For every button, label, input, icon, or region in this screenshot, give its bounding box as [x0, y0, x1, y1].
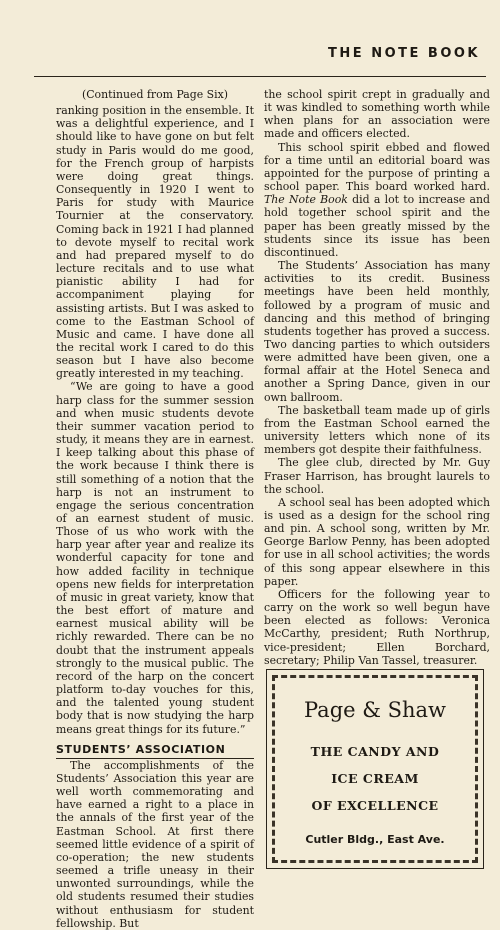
- paragraph: The Students’ Association has many activities to its credit. Business meetings have been held monthly, followed by a program of music and dancing and this method of bringing students together has proved a success. Two dancing parties to which outsiders were admitted have been given, one a formal affair at the Hotel Seneca and another a Spring Dance, given in our own ballroom.: [264, 259, 490, 404]
- right-column: [264, 88, 490, 667]
- paragraph-text: This school spirit ebbed and flowed for a time until an editorial board was appointed for the purpose of printing a school paper. This board worked hard.: [264, 140, 490, 194]
- ad-address: Cutler Bldg., East Ave.: [305, 833, 445, 846]
- publication-title: The Note Book: [264, 193, 348, 207]
- left-column: [56, 88, 254, 930]
- paragraph: The basketball team made up of girls from the Eastman School earned the university letters which none of its members got despite their faithfulness.: [264, 403, 490, 457]
- paragraph: “We are going to have a good harp class for the summer session and when music students devote their summer vacation period to study, it means they are in earnest. I keep talking about this phase of the work because I think there is still something of a notion that the harp is not an instrument to engage the serious concentration of an earnest student of music. Those of us who work with the harp year after year and realize its wonderful capacity for tone and how added facility in technique opens new fields for interpretation of music in great variety, know that the best effort of mature and earnest musical ability will be richly rewarded. There can be no doubt that the instrument appeals strongly to the musical public. The record of the harp on the concert platform to-day vouches for this, and the talented young student body that is now studying the harp means great things for its future.”: [56, 380, 254, 736]
- paragraph: the school spirit crept in gradually and it was kindled to something worth while when plans for an association were made and officers elected.: [264, 88, 490, 141]
- ad-tagline: THE CANDY AND: [310, 744, 440, 759]
- page-header: THE NOTE BOOK: [328, 46, 480, 61]
- ad-tagline: ICE CREAM: [331, 771, 419, 786]
- paragraph: Officers for the following year to carry on the work so well begun have been elected as follows: Veronica McCarthy, president; Ruth Northrup, vice-president; Ellen Borchard, secretary; Philip Van Tassel, treasurer.: [264, 587, 490, 667]
- ad-company-name: Page & Shaw: [303, 698, 447, 722]
- ad-tagline: OF EXCELLENCE: [311, 798, 439, 813]
- paragraph: [264, 141, 490, 259]
- ad-border: [272, 675, 478, 863]
- advertisement-box: [266, 669, 484, 869]
- paragraph: The glee club, directed by Mr. Guy Fraser Harrison, has brought laurels to the school.: [264, 456, 490, 496]
- continued-note: (Continued from Page Six): [81, 88, 229, 101]
- paragraph-text: did a lot to increase and hold together school spirit and the paper has been greatly missed by the students since its issue has been discontinued.: [264, 193, 490, 259]
- paragraph: The accomplishments of the Students’ Association this year are well worth commemorating and have earned a right to a place in the annals of the first year of the Eastman School. At first there seemed little evidence of a spirit of co-operation; the new students seemed a trifle uneasy in their unwonted surroundings, while the old students resumed their studies without enthusiasm for student fellowship. But: [56, 758, 254, 930]
- section-title: STUDENTS’ ASSOCIATION: [56, 743, 254, 759]
- paragraph: ranking position in the ensemble. It was a delightful experience, and I should like to have gone on but felt study in Paris would do me good, for the French group of harpists were doing great things. Consequently in 1920 I went to Paris for study with Maurice Tournier at the conservatory. Coming back in 1921 I had planned to devote myself to recital work and had prepared myself to do lecture recitals and to use what pianistic ability I had for accompaniment playing for assisting artists. But I was asked to come to the Eastman School of Music and came. I have done all the recital work I cared to do this season but I have also become greatly interested in my teaching.: [56, 104, 254, 381]
- header-rule: [34, 76, 486, 77]
- paragraph: A school seal has been adopted which is used as a design for the school ring and pin. A school song, written by Mr. George Barlow Penny, has been adopted for use in all school activities; the words of this song appear elsewhere in this paper.: [264, 495, 490, 588]
